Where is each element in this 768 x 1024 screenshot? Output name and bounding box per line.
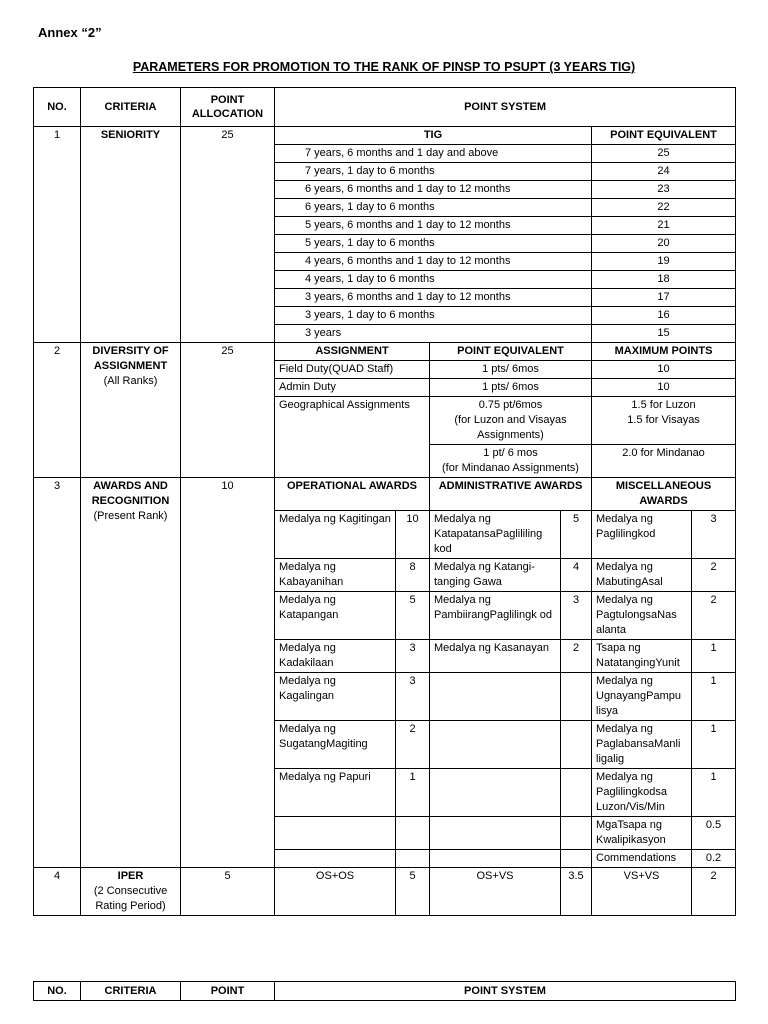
diversity-criteria-sub: (All Ranks) <box>103 375 158 387</box>
tig-range: 6 years, 1 day to 6 months <box>275 199 592 217</box>
administrative-award <box>430 721 561 769</box>
geo-equiv-line: 0.75 pt/6mos <box>478 399 543 411</box>
operational-award-points <box>396 850 430 868</box>
iper-combination-points: 2 <box>692 868 736 916</box>
tig-points: 23 <box>592 181 736 199</box>
miscellaneous-award: MgaTsapa ng Kwalipikasyon <box>592 817 692 850</box>
administrative-award-points <box>561 721 592 769</box>
miscellaneous-award-points: 2 <box>692 592 736 640</box>
operational-award: Medalya ng Kagitingan <box>275 511 396 559</box>
assignment-max-mindanao: 2.0 for Mindanao <box>592 445 736 478</box>
continuation-header-no: NO. <box>34 982 81 1001</box>
tig-range: 6 years, 6 months and 1 day to 12 months <box>275 181 592 199</box>
administrative-award-points: 4 <box>561 559 592 592</box>
iper-row <box>34 868 736 916</box>
annex-label: Annex “2” <box>38 25 102 40</box>
administrative-award <box>430 769 561 817</box>
tig-points: 19 <box>592 253 736 271</box>
tig-range: 4 years, 6 months and 1 day to 12 months <box>275 253 592 271</box>
miscellaneous-award-points: 1 <box>692 769 736 817</box>
awards-criteria-title: AWARDS AND RECOGNITION <box>91 480 170 507</box>
operational-award: Medalya ng SugatangMagiting <box>275 721 396 769</box>
iper-points: 5 <box>181 868 275 916</box>
tig-points: 24 <box>592 163 736 181</box>
operational-award: Medalya ng Papuri <box>275 769 396 817</box>
operational-award-points: 2 <box>396 721 430 769</box>
operational-award-points: 10 <box>396 511 430 559</box>
awards-col-administrative: ADMINISTRATIVE AWARDS <box>430 478 592 511</box>
awards-col-miscellaneous: MISCELLANEOUS AWARDS <box>592 478 736 511</box>
awards-criteria <box>81 478 181 868</box>
geo-max-line: 1.5 for Luzon <box>631 399 696 411</box>
operational-award <box>275 817 396 850</box>
administrative-award-points: 5 <box>561 511 592 559</box>
miscellaneous-award-points: 1 <box>692 721 736 769</box>
operational-award-points: 5 <box>396 592 430 640</box>
administrative-award-points <box>561 769 592 817</box>
iper-combination: VS+VS <box>592 868 692 916</box>
assignment-equivalent-luzon-visayas <box>430 397 592 445</box>
assignment-max: 10 <box>592 379 736 397</box>
tig-points: 21 <box>592 217 736 235</box>
assignment-name: Geographical Assignments <box>275 397 430 478</box>
miscellaneous-award-points: 1 <box>692 640 736 673</box>
miscellaneous-award-points: 0.5 <box>692 817 736 850</box>
iper-no: 4 <box>34 868 81 916</box>
iper-combination-points: 5 <box>396 868 430 916</box>
administrative-award <box>430 850 561 868</box>
operational-award-points <box>396 817 430 850</box>
miscellaneous-award: Medalya ng Paglilingkodsa Luzon/Vis/Min <box>592 769 692 817</box>
operational-award: Medalya ng Katapangan <box>275 592 396 640</box>
geo-max-line: 1.5 for Visayas <box>627 414 700 426</box>
seniority-header-row <box>34 127 736 145</box>
diversity-criteria-title: DIVERSITY OF ASSIGNMENT <box>92 345 169 372</box>
tig-points: 20 <box>592 235 736 253</box>
awards-points: 10 <box>181 478 275 868</box>
operational-award-points: 3 <box>396 640 430 673</box>
header-point-system: POINT SYSTEM <box>275 88 736 127</box>
geo-equiv-line: 1 pt/ 6 mos <box>483 447 538 459</box>
header-point-allocation: POINT ALLOCATION <box>181 88 275 127</box>
miscellaneous-award: Commendations <box>592 850 692 868</box>
continuation-table-header <box>33 981 736 1001</box>
diversity-points: 25 <box>181 343 275 478</box>
tig-range: 3 years, 6 months and 1 day to 12 months <box>275 289 592 307</box>
administrative-award <box>430 673 561 721</box>
seniority-no: 1 <box>34 127 81 343</box>
geo-equiv-line: Assignments) <box>477 429 544 441</box>
assignment-equivalent-mindanao <box>430 445 592 478</box>
operational-award <box>275 850 396 868</box>
tig-range: 5 years, 6 months and 1 day to 12 months <box>275 217 592 235</box>
operational-award-points: 8 <box>396 559 430 592</box>
iper-criteria-sub: (2 Consecutive Rating Period) <box>93 885 168 912</box>
awards-col-operational: OPERATIONAL AWARDS <box>275 478 430 511</box>
diversity-criteria <box>81 343 181 478</box>
diversity-header-row <box>34 343 736 361</box>
awards-criteria-sub: (Present Rank) <box>93 510 168 522</box>
geo-equiv-line: (for Mindanao Assignments) <box>442 462 579 474</box>
administrative-award-points: 3 <box>561 592 592 640</box>
iper-criteria-title: IPER <box>117 870 144 882</box>
awards-header-row <box>34 478 736 511</box>
diversity-col-max: MAXIMUM POINTS <box>592 343 736 361</box>
assignment-equivalent: 1 pts/ 6mos <box>430 379 592 397</box>
seniority-points: 25 <box>181 127 275 343</box>
tig-points: 15 <box>592 325 736 343</box>
administrative-award: Medalya ng PambiirangPaglilingk od <box>430 592 561 640</box>
administrative-award: Medalya ng KatapatansaPaglililing kod <box>430 511 561 559</box>
assignment-max-luzon-visayas <box>592 397 736 445</box>
tig-range: 7 years, 6 months and 1 day and above <box>275 145 592 163</box>
tig-points: 18 <box>592 271 736 289</box>
tig-points: 16 <box>592 307 736 325</box>
tig-range: 5 years, 1 day to 6 months <box>275 235 592 253</box>
operational-award: Medalya ng Kabayanihan <box>275 559 396 592</box>
tig-range: 3 years <box>275 325 592 343</box>
tig-range: 3 years, 1 day to 6 months <box>275 307 592 325</box>
diversity-col-equivalent: POINT EQUIVALENT <box>430 343 592 361</box>
assignment-max: 10 <box>592 361 736 379</box>
continuation-header-row <box>34 982 736 1001</box>
operational-award-points: 1 <box>396 769 430 817</box>
page-title: PARAMETERS FOR PROMOTION TO THE RANK OF PINSP TO PSUPT (3 YEARS TIG) <box>132 60 636 74</box>
operational-award: Medalya ng Kadakilaan <box>275 640 396 673</box>
miscellaneous-award: Tsapa ng NatatangingYunit <box>592 640 692 673</box>
header-row <box>34 88 736 127</box>
tig-range: 7 years, 1 day to 6 months <box>275 163 592 181</box>
miscellaneous-award-points: 0.2 <box>692 850 736 868</box>
seniority-col-tig: TIG <box>275 127 592 145</box>
parameters-table <box>33 87 736 916</box>
continuation-header-criteria: CRITERIA <box>81 982 181 1001</box>
miscellaneous-award: Medalya ng UgnayangPampu lisya <box>592 673 692 721</box>
awards-no: 3 <box>34 478 81 868</box>
administrative-award-points <box>561 673 592 721</box>
iper-combination: OS+OS <box>275 868 396 916</box>
administrative-award-points <box>561 850 592 868</box>
continuation-header-point-system: POINT SYSTEM <box>275 982 736 1001</box>
tig-points: 25 <box>592 145 736 163</box>
seniority-col-equivalent: POINT EQUIVALENT <box>592 127 736 145</box>
assignment-name: Field Duty(QUAD Staff) <box>275 361 430 379</box>
miscellaneous-award: Medalya ng Paglilingkod <box>592 511 692 559</box>
administrative-award <box>430 817 561 850</box>
iper-combination: OS+VS <box>430 868 561 916</box>
miscellaneous-award-points: 1 <box>692 673 736 721</box>
iper-combination-points: 3.5 <box>561 868 592 916</box>
header-criteria: CRITERIA <box>81 88 181 127</box>
operational-award: Medalya ng Kagalingan <box>275 673 396 721</box>
continuation-header-point: POINT <box>181 982 275 1001</box>
miscellaneous-award: Medalya ng PaglabansaManli ligalig <box>592 721 692 769</box>
tig-points: 22 <box>592 199 736 217</box>
header-no: NO. <box>34 88 81 127</box>
miscellaneous-award: Medalya ng MabutingAsal <box>592 559 692 592</box>
miscellaneous-award-points: 3 <box>692 511 736 559</box>
seniority-criteria: SENIORITY <box>81 127 181 343</box>
diversity-col-assignment: ASSIGNMENT <box>275 343 430 361</box>
miscellaneous-award-points: 2 <box>692 559 736 592</box>
tig-points: 17 <box>592 289 736 307</box>
administrative-award-points <box>561 817 592 850</box>
administrative-award: Medalya ng Katangi-tanging Gawa <box>430 559 561 592</box>
administrative-award: Medalya ng Kasanayan <box>430 640 561 673</box>
operational-award-points: 3 <box>396 673 430 721</box>
assignment-equivalent: 1 pts/ 6mos <box>430 361 592 379</box>
iper-criteria <box>81 868 181 916</box>
diversity-no: 2 <box>34 343 81 478</box>
tig-range: 4 years, 1 day to 6 months <box>275 271 592 289</box>
geo-equiv-line: (for Luzon and Visayas <box>454 414 567 426</box>
miscellaneous-award: Medalya ng PagtulongsaNas alanta <box>592 592 692 640</box>
administrative-award-points: 2 <box>561 640 592 673</box>
assignment-name: Admin Duty <box>275 379 430 397</box>
